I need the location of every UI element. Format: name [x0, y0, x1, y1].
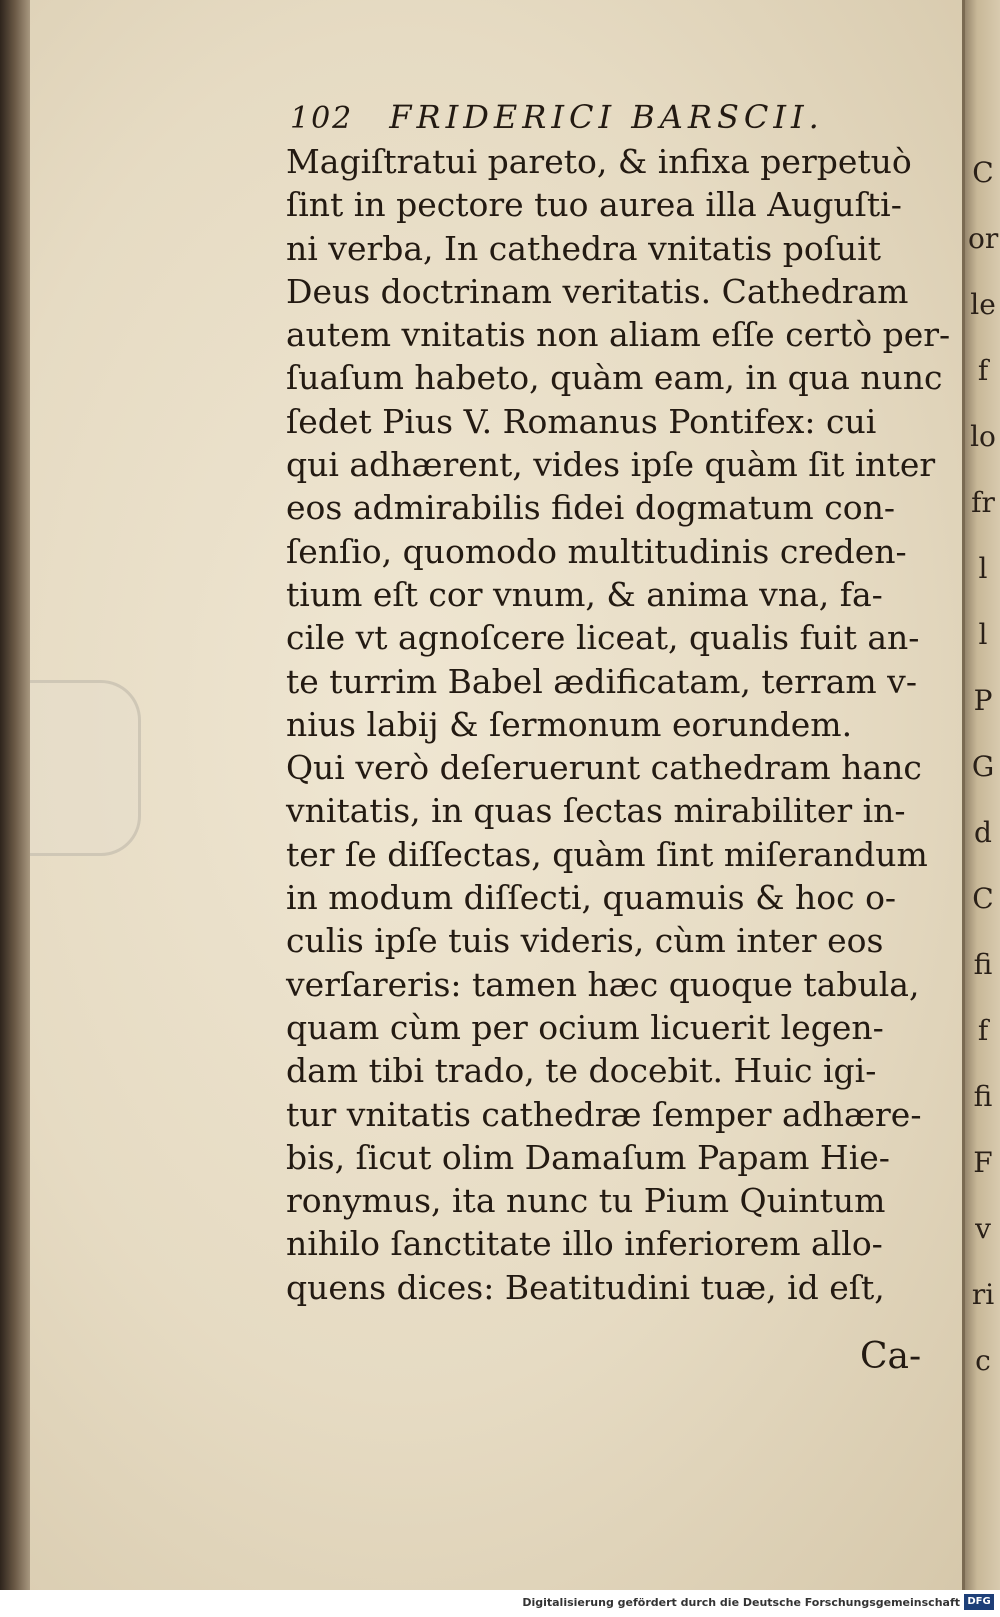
page-clip-marker [30, 680, 141, 856]
facing-page-letter: lo [970, 420, 996, 453]
facing-page-letter: C [972, 882, 994, 915]
text-line: ſedet Pius V. Romanus Pontifex: cui [286, 401, 877, 441]
facing-page-letter: f [977, 354, 989, 387]
text-line: Magiſtratui pareto, & infixa perpetuò [286, 142, 912, 181]
text-line: ter ſe diſſectas, quàm ſint miſerandum [286, 834, 928, 874]
facing-page-letter: v [975, 1212, 991, 1245]
text-line: ſint in pectore tuo aurea illa Auguſti- [286, 185, 902, 225]
facing-page-letter: l [978, 618, 988, 651]
text-line: bis, ſicut olim Damaſum Papam Hie- [286, 1137, 890, 1177]
facing-page-letter: fi [973, 948, 993, 981]
footer-bar [0, 1590, 1000, 1617]
facing-page-letter: C [972, 156, 994, 189]
text-line: ſenſio, quomodo multitudinis creden- [286, 531, 907, 571]
facing-page-letter: d [974, 816, 992, 849]
running-title: FRIDERICI BARSCII. [389, 98, 824, 136]
text-line: quam cùm per ocium licuerit legen- [286, 1007, 884, 1047]
facing-page-letter: ri [971, 1278, 995, 1311]
text-line: te turrim Babel ædificatam, terram v- [286, 661, 917, 701]
body-text [286, 140, 951, 1309]
text-line: verſareris: tamen hæc quoque tabula, [286, 964, 920, 1004]
text-line: Qui verò deſeruerunt cathedram hanc [286, 748, 922, 788]
text-line: eos admirabilis fidei dogmatum con- [286, 488, 895, 528]
text-line: quens dices: Beatitudini tuæ, id eſt, [286, 1267, 885, 1307]
facing-page-letter: l [978, 552, 988, 585]
text-line: nius labij & ſermonum eorundem. [286, 704, 853, 744]
text-line: qui adhærent, vides ipſe quàm ſit inter [286, 445, 936, 485]
facing-page-letters [968, 140, 998, 1394]
facing-page-letter: f [977, 1014, 989, 1047]
page-number: 102 [290, 101, 354, 136]
facing-page-edge [960, 0, 1000, 1590]
facing-page-letter: G [971, 750, 995, 783]
facing-page-letter: F [973, 1146, 993, 1179]
facing-page-letter: P [973, 684, 993, 717]
text-line: tium eſt cor vnum, & anima vna, fa- [286, 574, 883, 614]
text-line: in modum diſſecti, quamuis & hoc o- [286, 878, 897, 918]
book-spine-edge [0, 0, 30, 1590]
text-line: cile vt agnoſcere liceat, qualis fuit an- [286, 618, 920, 658]
text-line: autem vnitatis non aliam eſſe certò per- [286, 315, 951, 355]
dfg-logo-icon: DFG [964, 1594, 994, 1610]
text-line: dam tibi trado, te docebit. Huic igi- [286, 1051, 877, 1091]
running-header [290, 98, 850, 144]
text-line: ni verba, In cathedra vnitatis poſuit [286, 228, 881, 268]
text-line: nihilo ſanctitate illo inferiorem allo- [286, 1224, 883, 1264]
catchword: Ca- [860, 1336, 922, 1377]
facing-page-letter: c [975, 1344, 991, 1377]
facing-page-letter: fr [971, 486, 995, 519]
text-line: tur vnitatis cathedræ ſemper adhære- [286, 1094, 922, 1134]
text-line: ronymus, ita nunc tu Pium Quintum [286, 1181, 886, 1221]
text-line: vnitatis, in quas ſectas mirabiliter in- [286, 791, 906, 831]
funding-credit: Digitalisierung gefördert durch die Deutsche Forschungsgemeinschaft [522, 1596, 960, 1609]
facing-page-letter: fi [973, 1080, 993, 1113]
facing-page-letter: or [968, 222, 999, 255]
facing-page-letter: le [970, 288, 996, 321]
text-line: Deus doctrinam veritatis. Cathedram [286, 271, 909, 311]
text-line: culis ipſe tuis videris, cùm inter eos [286, 921, 884, 961]
text-line: ſuaſum habeto, quàm eam, in qua nunc [286, 358, 943, 398]
